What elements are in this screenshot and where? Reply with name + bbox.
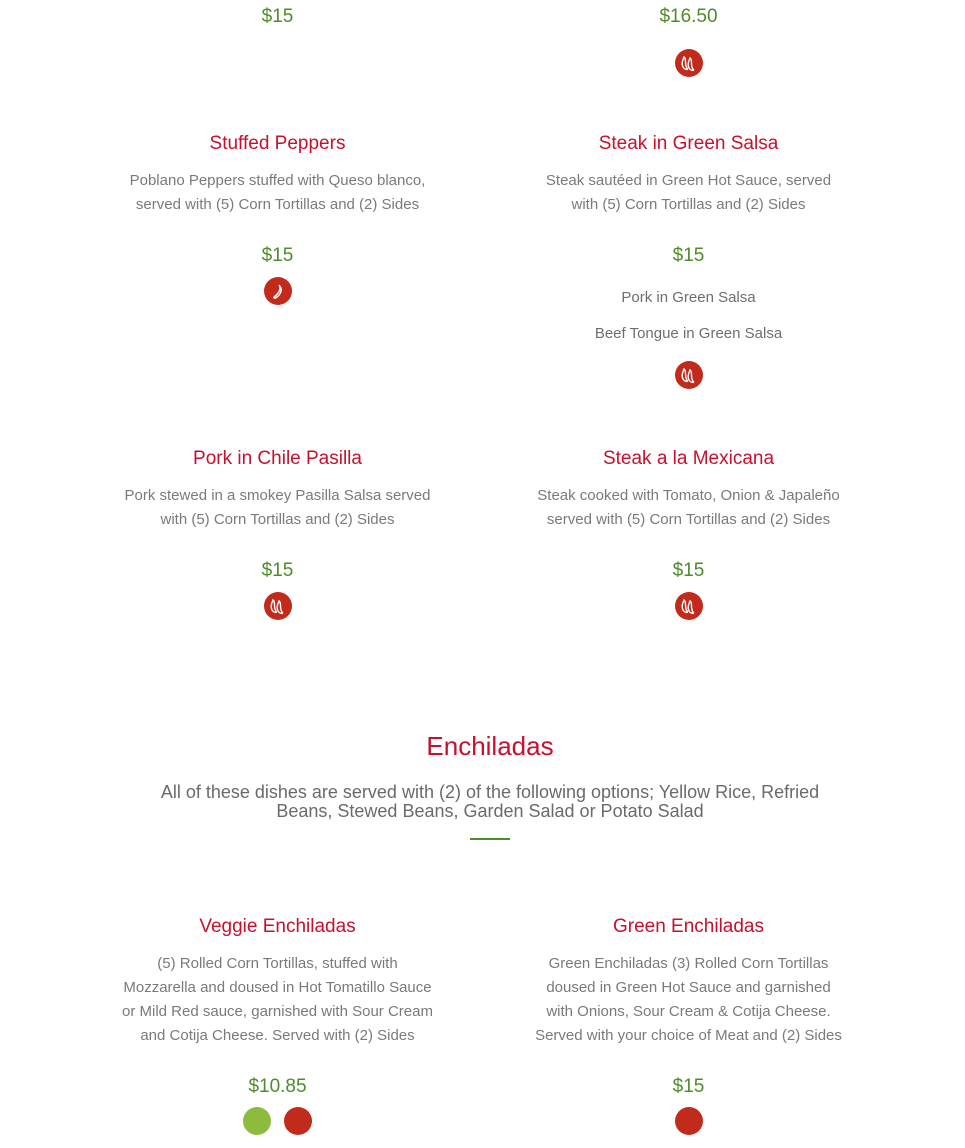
vegetarian-icon bbox=[243, 1107, 271, 1135]
item-option: Beef Tongue in Green Salsa bbox=[594, 325, 783, 342]
item-title: Steak in Green Salsa bbox=[598, 133, 779, 154]
section-subtitle: All of these dishes are served with (2) of the following options; Yellow Rice, Refried Beans, Stewed Beans, Garden Salad or Potato Salad bbox=[160, 782, 820, 821]
menu-item-pork-in-chile-pasilla bbox=[122, 447, 433, 620]
item-title: Veggie Enchiladas bbox=[199, 916, 356, 937]
menu-item-veggie-enchiladas bbox=[122, 915, 433, 1135]
item-description: Green Enchiladas (3) Rolled Corn Tortillas doused in Green Hot Sauce and garnished with Onions, Sour Cream & Cotija Cheese. Served with your choice of Meat and (2) Sides bbox=[535, 955, 842, 1044]
item-option: Pork in Green Salsa bbox=[621, 289, 756, 306]
menu-item-steak-a-la-mexicana bbox=[533, 447, 844, 620]
item-title: Green Enchiladas bbox=[612, 916, 765, 937]
chili-pepper-icon bbox=[675, 1107, 703, 1135]
item-description: Steak sautéed in Green Hot Sauce, served with (5) Corn Tortillas and (2) Sides bbox=[545, 172, 832, 213]
item-title: Pork in Chile Pasilla bbox=[193, 448, 362, 469]
section-divider bbox=[470, 838, 510, 840]
chili-pepper-icon bbox=[284, 1107, 312, 1135]
item-price: $15 bbox=[261, 560, 294, 581]
menu-item-top-right bbox=[533, 5, 844, 77]
item-description: (5) Rolled Corn Tortillas, stuffed with Mozzarella and doused in Hot Tomatillo Sauce or Mild Red sauce, garnished with Sour Cream and Cotija Cheese. Served with (2) Sides bbox=[122, 955, 433, 1044]
menu-item-stuffed-peppers bbox=[122, 132, 433, 305]
double-chili-pepper-icon bbox=[675, 361, 703, 389]
item-description: Poblano Peppers stuffed with Queso blanco, served with (5) Corn Tortillas and (2) Sides bbox=[129, 172, 426, 213]
item-price: $16.50 bbox=[659, 6, 718, 27]
item-price: $15 bbox=[672, 1076, 705, 1097]
item-price: $15 bbox=[261, 6, 294, 27]
menu-item-top-left bbox=[122, 5, 433, 29]
section-title: Enchiladas bbox=[426, 731, 554, 761]
double-chili-pepper-icon bbox=[675, 592, 703, 620]
menu-item-steak-in-green-salsa bbox=[533, 132, 844, 389]
item-price: $10.85 bbox=[248, 1076, 307, 1097]
item-price: $15 bbox=[672, 560, 705, 581]
item-price: $15 bbox=[261, 245, 294, 266]
item-title: Stuffed Peppers bbox=[209, 133, 346, 154]
item-description: Pork stewed in a smokey Pasilla Salsa served with (5) Corn Tortillas and (2) Sides bbox=[124, 487, 431, 528]
item-title: Steak a la Mexicana bbox=[602, 448, 775, 469]
chili-pepper-icon bbox=[264, 277, 292, 305]
item-price: $15 bbox=[672, 245, 705, 266]
menu-item-green-enchiladas bbox=[533, 915, 844, 1135]
double-chili-pepper-icon bbox=[675, 49, 703, 77]
item-description: Steak cooked with Tomato, Onion & Japaleño served with (5) Corn Tortillas and (2) Sides bbox=[537, 487, 840, 528]
double-chili-pepper-icon bbox=[264, 592, 292, 620]
